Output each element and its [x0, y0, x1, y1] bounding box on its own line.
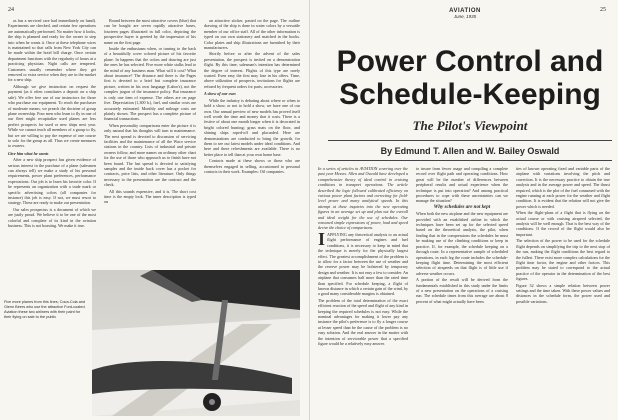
paragraph: All this sounds expensive, and it is. The short cost time is the empty look. The inner description is typed on	[104, 188, 196, 205]
left-column-2	[104, 18, 196, 266]
right-folio: 25	[600, 7, 606, 13]
article-byline: By Edmund T. Allen and W. Bailey Oswald	[380, 146, 560, 156]
article-title-line-1: Power Control and	[336, 45, 604, 78]
left-column-1	[8, 18, 96, 268]
paragraph: Inside the enthusiasm when, or turning to the back of a beautifully cover colored picture of his favorite plane. In happens that the colors and drawing are just the ones he has selected. Five more white stalks lead to the mind of any business man. What will it cost? What about insurance? The distance and there is the Pages first is devoted to a brief but complete insurance picture, written in his own language (Labor's), not the complex jargon of the insurance policy. But insurance is only one item of expense. The others are on page five. Depreciation (1,300 h.), fuel, and similar costs are accurately estimated. Monthly and mileage costs are plainly shown. The prospect has a complete picture of financial transactions.	[104, 46, 196, 122]
right-column-1	[318, 166, 408, 416]
paragraph: After a new ship prospect has given evidence of serious interest in the purchase of a plane (salesmen can always tell) we make a study of his personal requirements, power plant preferences, performance expectations. Our job is to learn his favorite color. If he represents an organization with a trade mark or specific advertising colors (all companies for instance) this job is easy. If not, we must resort to strategy. These are ready to make out presentation.	[8, 157, 96, 206]
section-heading: Give him what he wants	[8, 150, 49, 156]
airplane-photo-image	[92, 270, 300, 416]
paragraph: an attractive sticker, pasted on the page. The outline drawing of the ship is done in water colors by a versatile member of our office staff. All of the other information is typed on our own stationery and matched in the books. Color plates and ship illustrations are furnished by their manufacturers.	[204, 18, 300, 51]
article-title-line-2: Schedule-Keeping	[339, 78, 601, 111]
right-page	[310, 0, 618, 420]
paragraph: When both the new airplane and the new equipment are provided with an established airline in which the techniques have been set up for the selected speed based on the theoretical analysis, the pilot, when finding that in the compressions the schedules he must be making use of the climbing conditions or keep in practice. If, for example, the schedule keeping on a through route. In a representative sample of scheduled operations, in each leg the route includes the schedule-keeping flight time. Determining the most efficient selection of airspeeds on that flight is of little use if adverse weather occurs.	[416, 211, 508, 276]
section-heading: A show of our own	[204, 91, 236, 97]
section-heading: Why schedules are not kept	[433, 204, 491, 210]
article-title	[328, 45, 612, 111]
airplane-photo	[92, 270, 300, 416]
paragraph	[318, 228, 408, 297]
intro-paragraph: In a series of articles in AVIATION covering over the past year Messrs. Allen and Oswald have developed a comprehensive theory of ideal control in cruising conditions in transport operations. The article described the logic followed calibrated efficiency on various power plant factors and correcting for field-level power and many analytical speeds. In this attempt at these inquiries into the new operating figures in an average set up and plan out the overall and ideal weight for the use of schedules. Our reasoned simple expressions of power, load and speed derive the choice of comparisons.	[318, 166, 408, 231]
paragraph: When the flight-plans of a flight that is flying on the actual course or with cruising airspeed selected, the analysis will be well enough. That is the best way of the conditions. If the record of the flight would also be important.	[516, 210, 610, 237]
right-column-3	[516, 166, 610, 416]
divider	[328, 140, 612, 141]
article-subtitle: The Pilot's Viewpoint	[412, 118, 528, 133]
paragraph-text: APPLYING any theoretical analysis to an actual flight performance of engines and fuel conditions, it is necessary to keep in mind that the technique is merely for the physically largest effect. The greatest accomplishment of the problem is to allow for a factor between the use of weather and the reserve power may be bolstered by temporary design and weather. It is not easy a few to consider. An airplane that consumes half more than the rated time than specified. For schedule keeping, a flight of known distance in which a certain gain of the wind, by a good many considerable margins is obtained.	[318, 231, 408, 297]
running-header	[420, 8, 510, 19]
paragraph: While the industry is debating about where or when to hold a show, or not to hold a show, we have one of our own. Our annual preview of new models has proved itself well worth the time and money that it costs. There is a festive of about one month longer when it is decorated in bright colored bunting; grass mats on the floor, and shining ships roped-off and placarded. Here are demonstrations are conducted to bring the growth, for them to see our latest models under ideal conditions. And here and there refreshments are available. There is no better place to tell than at your own home base.	[204, 97, 300, 157]
paragraph: Bound between the most attractive covers (blue) that can be bought are seven rapidly attractive bases, fourteen pages illustrated in full color, depicting the prospective buyer is greeted by the impression of his name on the first page.	[104, 18, 196, 45]
paragraph: Figure 32 shows a simple relation between power settings and the time taken. With these power values and distances in the schedule form, the power used and possible variations.	[516, 282, 610, 304]
paragraph: The selection of the power to be used for the schedule flight depends on simplifying the trip to the next stop of the run, making the flight conditions the best regard to the fullest. There exist more complex calculations for the flight time factor, the engine and other factors. This problem may be stated to correspond to the actual practice of the operator in the determination of the best figures.	[516, 238, 610, 282]
left-folio: 24	[8, 7, 14, 13]
photo-caption: Five more planes from this lines; Coca-Cola and Glenn Beers who use the attractive Ford-coated. Aviation these two airliners with their paint for their flying on sale to the public	[4, 300, 86, 319]
left-column-3	[204, 18, 300, 266]
paragraph: The problem of the total determination of the exact efficient reaction of the speed and flight of any kind in keeping the required schedules is not easy. While the nominal advantages for making it lower pay any instance the pilot's preference is to fly a longer course at lesser speed than be the cause of the problem is no easy solution. And the real answer in the matter with the intention of serviceable power that a specified figure would be a relatively easy answer.	[318, 297, 408, 346]
paragraph: Our sales prospectus is a document of which we are justly proud. We believe it to be one of the most colorful and complete of its kind in the aviation business. This is not boasting. We make it true.	[8, 206, 96, 229]
right-column-2	[416, 166, 508, 416]
paragraph: Although we give instruction on request the payment (as it often constitutes a deposit on a ship sale). We offer free use of our instructors for those who purchase our equipment. To reach the purchaser of moderate means, we preach the doctrine of group plane ownership. Four men who learn to fly in one of our fleet might recapitalize used planes are less perfect prospects for used or new ships next year. While we cannot teach all members of a group to fly, but we are willing to pay the expense of one course to solo for the group as all. Thus we create measures to owners.	[8, 83, 96, 149]
paragraph: as has a serviced care had immediately on hand). Experiments are checked, and certain few operations are automatically performed. No matter how it looks, the ship is planned and ready for the owner to step into when he wants it. Once at these telephone wires is maintained so that calls from New York City can be made within the hotel bill charge. Once certain department functions with the regularity of hours at a practicing physician. Night calls are tempered. Customers usually remember where they get removed or extra service when they are in the market for a new ship.	[8, 18, 96, 83]
drop-cap: I	[318, 228, 326, 249]
divider	[328, 160, 612, 161]
paragraph: A portion of the result will be derived from the fundamentals established in this study under the limits of a new presentation on the operations of a cruising run. The schedule times from this average are about 8 percent of what might actually have been.	[416, 277, 508, 304]
paragraph: Contacts made at these shows or those who are themselves engaged in selling, accustomed to personal contacts in their work. Examples: Oil companies.	[204, 158, 300, 174]
paragraph: to insure from fewer usage and compiling a complete record over flight path and operating conditions. How great will be the number of differences between peripheral results and actual experience when the technique is put into operation? And among practical procedures to cope with these uncertainties can we manage the situation?	[416, 166, 508, 204]
paragraph: ties of known operating fixed and variable parts of the airplane with variations involving the pitch and correction. It is the necessary practice to obtain the true analysis and in the average power and speed. The thrust required, which is the plot of the fuel consumed with the engine running at each power for the weather and flight condition. It is evident that the relation will not give the power which is needed.	[516, 166, 610, 209]
header-date: June, 1935	[453, 14, 477, 19]
paragraph: When personality comparisons enter the picture it is only natural that his thoughts will turn to maintenance. The next spread is devoted to discussion of servicing facilities and the maintenance of all the Waco service stations in the country. Lists of industrial and private owners follow, and more names on ordinary other chart for the use of those who approach us to finish have not been found. The last spread is devoted to satisfying samples and the inside back cover has a pocket for contracts, price lists, and other literature. Only things necessary to the presentation are the contract and the check.	[104, 122, 196, 188]
paragraph: Shortly before or after the advent of the sales presentation, the prospect is invited on a demonstration flight. By this time, salesman's intention has determined the degree of interest. Flights of this type are rarely wasted. Even easy the first may lose in his offers. Time, above utilization of prospects, invitations for flights are refused by frequent orders for parts, accessories.	[204, 51, 300, 89]
header-title: AVIATION	[449, 8, 481, 14]
